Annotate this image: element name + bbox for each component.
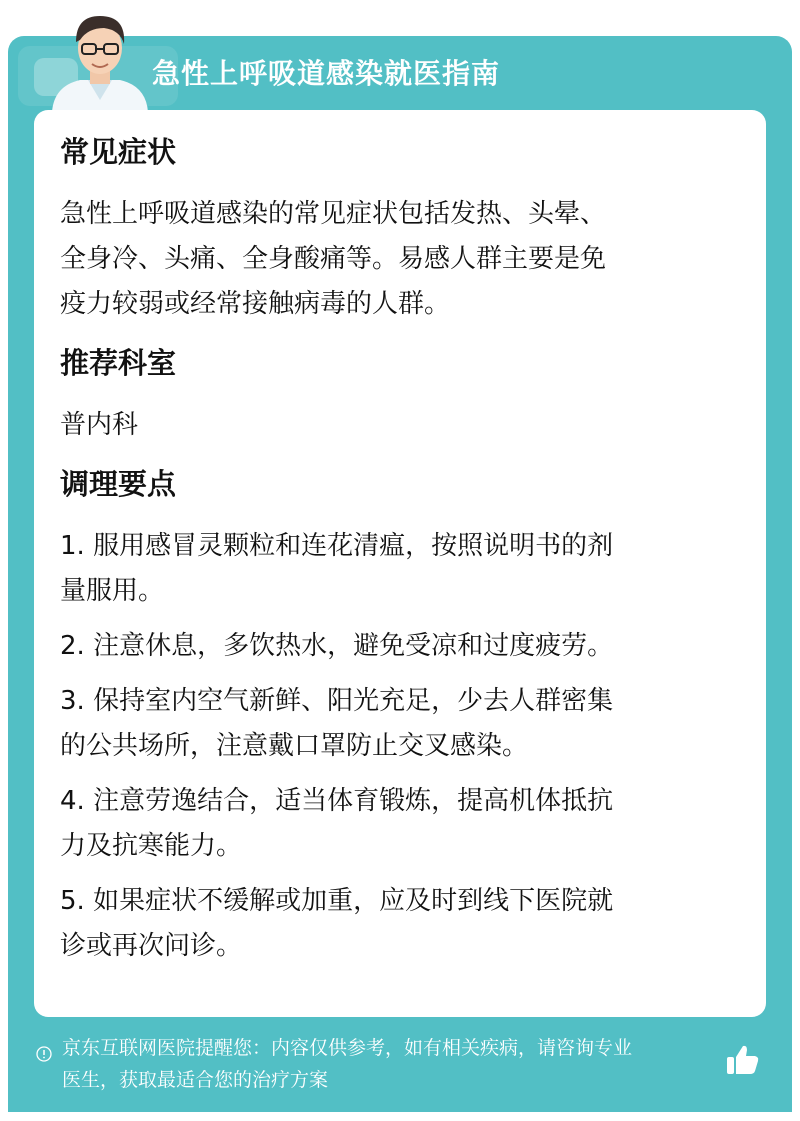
care-item-line: 4. 注意劳逸结合，适当体育锻炼，提高机体抵抗 [60,786,614,816]
care-item-line: 3. 保持室内空气新鲜、阳光充足，少去人群密集 [60,686,614,716]
care-item-5 [60,879,740,969]
care-item-line: 量服用。 [60,576,165,606]
page-title: 急性上呼吸道感染就医指南 [152,57,501,90]
symptoms-line: 急性上呼吸道感染的常见症状包括发热、头晕、 [60,199,607,229]
care-item-line: 5. 如果症状不缓解或加重，应及时到线下医院就 [60,886,614,916]
care-item-line: 1. 服用感冒灵颗粒和连花清瘟，按照说明书的剂 [60,531,614,561]
symptoms-text [60,192,740,327]
care-item-line: 力及抗寒能力。 [60,831,243,861]
department-value: 普内科 [60,410,139,440]
info-icon [36,1046,52,1062]
care-item-3 [60,679,740,769]
doctor-avatar-icon [44,4,156,112]
care-item-line: 2. 注意休息，多饮热水，避免受凉和过度疲劳。 [60,631,614,661]
department-title: 推荐科室 [60,346,177,380]
care-item-1 [60,524,740,614]
thumbs-up-icon[interactable] [722,1040,762,1080]
care-item-2 [60,624,740,669]
care-item-line: 的公共场所，注意戴口罩防止交叉感染。 [60,731,529,761]
care-item-4 [60,779,740,869]
symptoms-title: 常见症状 [60,135,177,169]
disclaimer-line: 京东互联网医院提醒您：内容仅供参考，如有相关疾病，请咨询专业 [62,1037,633,1059]
disclaimer-line: 医生，获取最适合您的治疗方案 [62,1069,329,1091]
disclaimer [36,1032,722,1096]
symptoms-line: 全身冷、头痛、全身酸痛等。易感人群主要是免 [60,244,607,274]
symptoms-line: 疫力较弱或经常接触病毒的人群。 [60,289,451,319]
care-item-line: 诊或再次问诊。 [60,931,243,961]
content-card [34,110,766,1017]
care-title: 调理要点 [60,467,177,501]
